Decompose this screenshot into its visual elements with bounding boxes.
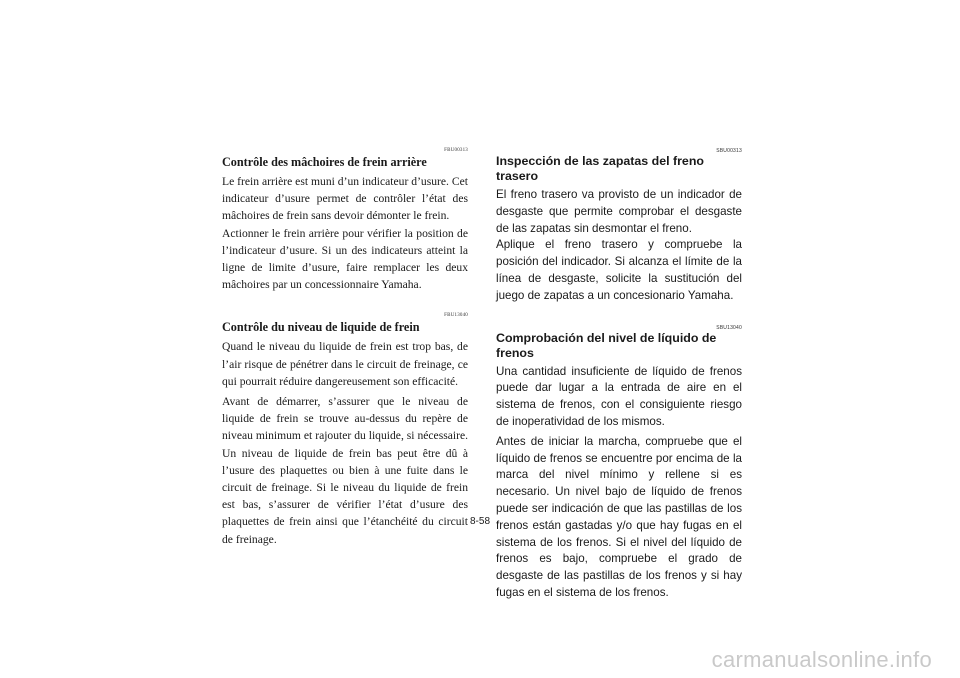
- spanish-section-brake-fluid-level: [496, 325, 742, 602]
- french-column: [222, 148, 468, 568]
- watermark: carmanualsonline.info: [711, 647, 932, 672]
- french-section-brake-fluid-level: [222, 313, 468, 547]
- page-number: 8-58: [469, 516, 490, 527]
- section-heading: Comprobación del nivel de líquido de frenos: [496, 330, 717, 360]
- paragraph: El freno trasero va provisto de un indicador de desgaste que permite comprobar el desgaste de las zapatas sin desmontar el freno.: [496, 188, 742, 235]
- paragraph: Aplique el freno trasero y compruebe la posición del indicador. Si alcanza el límite de la línea de desgaste, solicite la sustitución del juego de zapatas a un concesionario Yamaha.: [496, 238, 742, 302]
- spanish-section-rear-brake-shoes: [496, 148, 742, 305]
- paragraph: Antes de iniciar la marcha, compruebe que el líquido de frenos se encuentre por encima de la marca del nivel mínimo y rellene si es necesario. Un nivel bajo de líquido de frenos puede ser indicación de que las pastillas de los frenos están gastadas y/o que hay fugas en el sistema de los frenos. Si el nivel del líquido de frenos es bajo, compruebe el grado de desgaste de las pastillas de los frenos y si hay fugas en el sistema de los frenos.: [496, 434, 742, 599]
- paragraph: Quand le niveau du liquide de frein est trop bas, de l’air risque de pénétrer dans le circuit de freinage, ce qui pourrait réduire dangereusement son efficacité.: [222, 340, 468, 388]
- section-heading: Contrôle du niveau de liquide de frein: [222, 320, 420, 335]
- paragraph: Avant de démarrer, s’assurer que le niveau de liquide de frein se trouve au-dessus du repère de niveau minimum et rajouter du liquide, si nécessaire. Un niveau de liquide de frein bas peut être dû à l’usure des plaquettes ou bien à une fuite dans le circuit de freinage. Si le niveau du liquide de frein est bas, s’assurer de vérifier l’état d’usure des plaquettes de frein ainsi que l’étanchéité du circuit de freinage.: [222, 395, 468, 546]
- section-code: SBU13040: [716, 324, 742, 331]
- section-code: FBU13040: [444, 313, 468, 319]
- section-heading: Inspección de las zapatas del freno trasero: [496, 154, 704, 183]
- spanish-column: [496, 148, 742, 622]
- section-code: SBU00313: [716, 148, 742, 154]
- paragraph: Le frein arrière est muni d’un indicateur d’usure. Cet indicateur d’usure permet de contrôler l’état des mâchoires de frein sans devoir démonter le frein.: [222, 175, 468, 223]
- paragraph: Actionner le frein arrière pour vérifier la position de l’indicateur d’usure. Si un des indicateurs atteint la ligne de limite d’usure, faire remplacer les deux mâchoires par un concessionnaire Yamaha.: [222, 226, 468, 292]
- section-heading: Contrôle des mâchoires de frein arrière: [222, 155, 427, 169]
- paragraph: Una cantidad insuficiente de líquido de frenos puede dar lugar a la entrada de aire en el sistema de frenos, con el consiguiente riesgo de inoperatividad de los mismos.: [496, 364, 742, 428]
- french-section-rear-brake-shoes: [222, 148, 468, 293]
- section-code: FBU00313: [444, 148, 468, 153]
